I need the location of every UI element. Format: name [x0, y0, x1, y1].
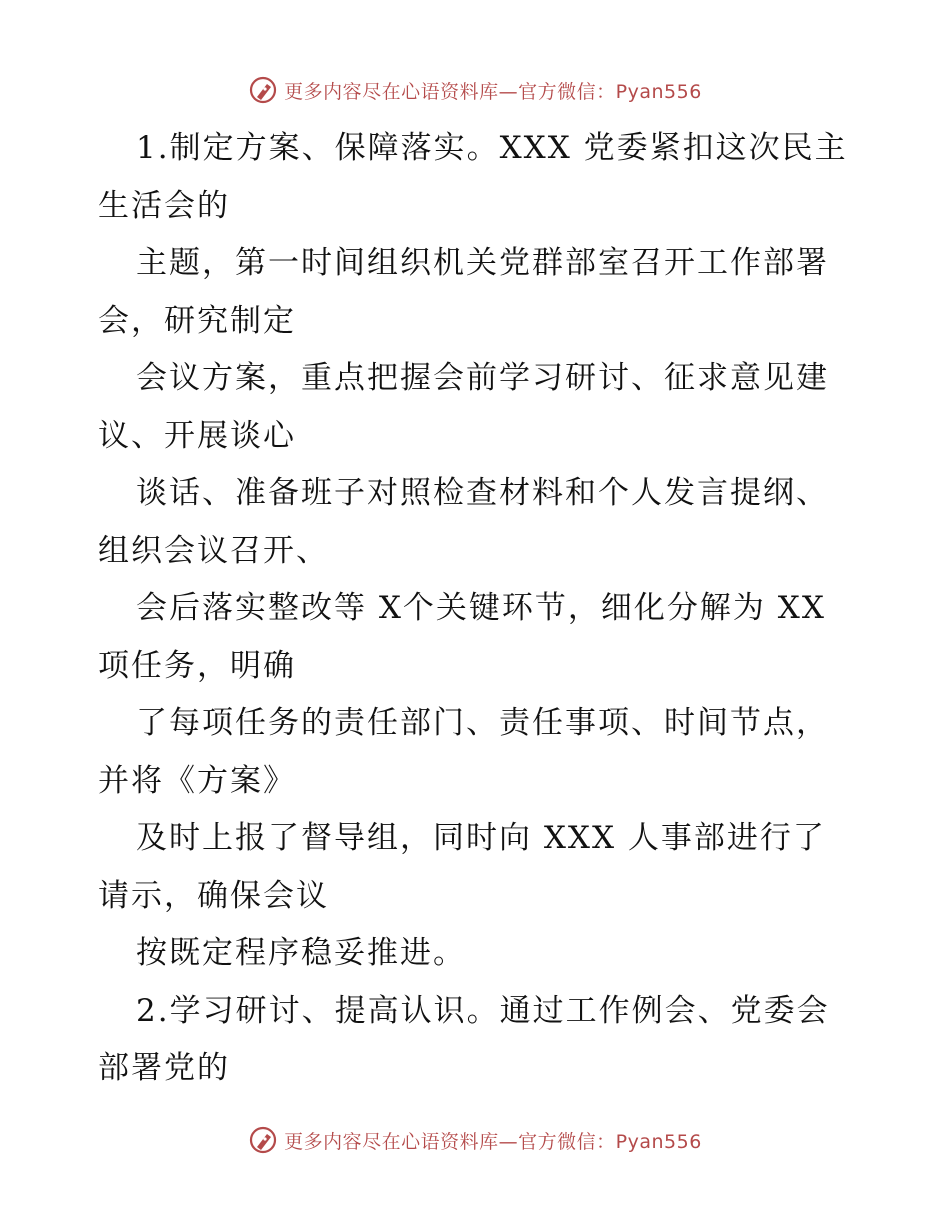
text-line: 2.学习研讨、提高认识。通过工作例会、党委会	[136, 992, 830, 1029]
text-line: 会后落实整改等 X个关键环节，细化分解为 XX	[136, 590, 826, 626]
text-line: 组织会议召开、	[98, 532, 329, 569]
text-line: 及时上报了督导组，同时向 XXX 人事部进行了	[136, 820, 826, 856]
text-line: 会，研究制定	[98, 302, 296, 339]
text-line: 谈话、准备班子对照检查材料和个人发言提纲、	[136, 475, 829, 511]
text-line: 1.制定方案、保障落实。XXX 党委紧扣这次民主	[136, 130, 848, 166]
text-line: 项任务，明确	[98, 647, 296, 684]
text-line: 按既定程序稳妥推进。	[136, 935, 466, 971]
pen-nib-circle-icon	[248, 1125, 278, 1155]
watermark-text: 更多内容尽在心语资料库—官方微信：Pyan556	[284, 80, 702, 103]
text-line: 并将《方案》	[98, 762, 296, 799]
text-line: 议、开展谈心	[98, 417, 296, 454]
footer-watermark	[0, 1122, 950, 1158]
text-line: 生活会的	[98, 187, 230, 224]
text-line: 了每项任务的责任部门、责任事项、时间节点，	[136, 705, 829, 741]
text-line: 部署党的	[98, 1050, 230, 1086]
header-watermark	[0, 72, 950, 108]
text-line: 请示，确保会议	[98, 877, 329, 914]
pen-nib-circle-icon	[248, 75, 278, 105]
watermark-text: 更多内容尽在心语资料库—官方微信：Pyan556	[284, 1130, 702, 1153]
text-line: 主题，第一时间组织机关党群部室召开工作部署	[136, 245, 829, 281]
text-line: 会议方案，重点把握会前学习研讨、征求意见建	[136, 360, 829, 396]
document-body	[98, 120, 858, 1098]
